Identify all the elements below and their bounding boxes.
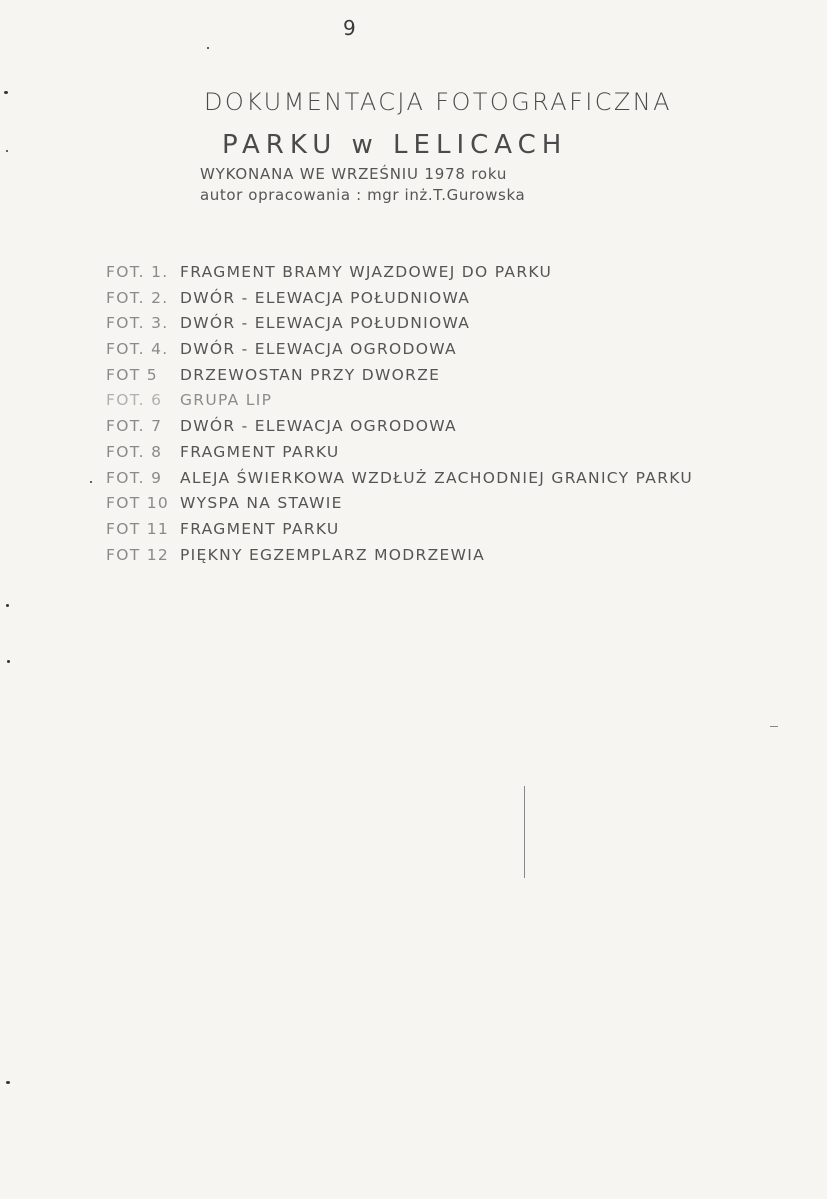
photo-code: FOT. 4. bbox=[106, 340, 169, 359]
list-item bbox=[106, 414, 693, 440]
list-item bbox=[106, 337, 693, 363]
photo-list bbox=[106, 260, 693, 568]
photo-code: FOT. 7 bbox=[106, 417, 163, 436]
photo-code: FOT. 1. bbox=[106, 263, 169, 281]
photo-description: DWÓR - ELEWACJA POŁUDNIOWA bbox=[180, 288, 471, 307]
scan-speck bbox=[4, 91, 8, 94]
list-item bbox=[106, 517, 693, 543]
scan-speck bbox=[6, 1081, 10, 1084]
document-date-line: WYKONANA WE WRZEŚNIU 1978 roku bbox=[200, 165, 508, 183]
photo-description: WYSPA NA STAWIE bbox=[180, 494, 343, 513]
photo-code: FOT 5 bbox=[106, 365, 158, 384]
scan-speck bbox=[207, 47, 209, 49]
photo-description: FRAGMENT PARKU bbox=[180, 442, 340, 461]
photo-code: FOT. 9 bbox=[106, 468, 163, 487]
photo-code: FOT 11 bbox=[106, 519, 170, 538]
scan-speck bbox=[6, 604, 9, 607]
photo-description: PIĘKNY EGZEMPLARZ MODRZEWIA bbox=[180, 545, 486, 564]
list-item bbox=[106, 543, 693, 569]
photo-description: DWÓR - ELEWACJA OGRODOWA bbox=[180, 340, 457, 359]
scan-speck bbox=[90, 481, 92, 483]
list-item bbox=[106, 388, 693, 414]
photo-code: FOT. 3. bbox=[106, 314, 169, 333]
list-item bbox=[106, 466, 693, 492]
photo-description: GRUPA LIP bbox=[180, 391, 273, 410]
list-item bbox=[106, 491, 693, 517]
document-author: autor opracowania : mgr inż.T.Gurowska bbox=[200, 186, 526, 204]
list-item bbox=[106, 311, 693, 337]
photo-description: FRAGMENT BRAMY WJAZDOWEJ DO PARKU bbox=[180, 263, 553, 281]
document-title: DOKUMENTACJA FOTOGRAFICZNA bbox=[204, 88, 672, 116]
page-number: 9 bbox=[343, 16, 356, 40]
document-subject: PARKU w LELICACH bbox=[222, 130, 568, 160]
photo-description: ALEJA ŚWIERKOWA WZDŁUŻ ZACHODNIEJ GRANICY PARKU bbox=[180, 468, 693, 487]
photo-description: FRAGMENT PARKU bbox=[180, 519, 340, 538]
list-item bbox=[106, 440, 693, 466]
photo-code: FOT. 6 bbox=[106, 391, 163, 410]
photo-code: FOT 12 bbox=[106, 545, 170, 564]
list-item bbox=[106, 286, 693, 312]
photo-description: DWÓR - ELEWACJA OGRODOWA bbox=[180, 417, 457, 436]
list-item bbox=[106, 260, 693, 286]
list-item bbox=[106, 363, 693, 389]
scan-mark bbox=[524, 786, 525, 878]
scan-mark bbox=[770, 726, 778, 727]
photo-description: DRZEWOSTAN PRZY DWORZE bbox=[180, 365, 441, 384]
photo-code: FOT. 8 bbox=[106, 442, 163, 461]
scan-speck bbox=[6, 150, 8, 152]
photo-code: FOT 10 bbox=[106, 494, 170, 513]
photo-description: DWÓR - ELEWACJA POŁUDNIOWA bbox=[180, 314, 471, 333]
scan-speck bbox=[7, 660, 10, 663]
photo-code: FOT. 2. bbox=[106, 288, 169, 307]
